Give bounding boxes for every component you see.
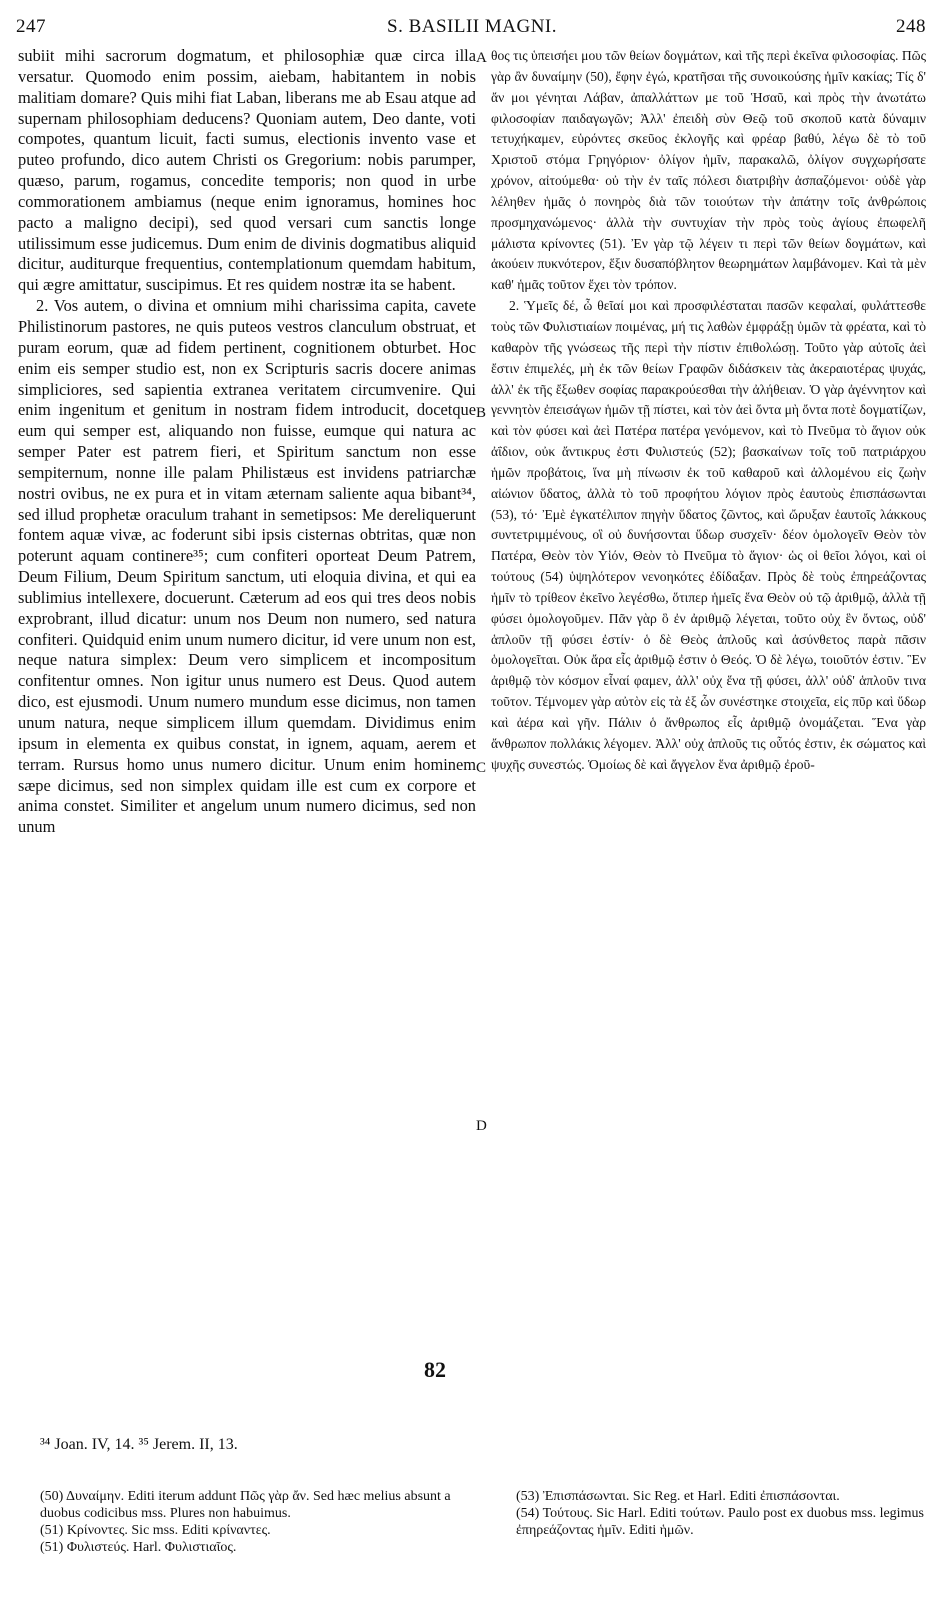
running-title: S. BASILII MAGNI. (387, 16, 557, 37)
note-51b: (51) Φυλιστεύς. Harl. Φυλιστιαῖος. (40, 1540, 237, 1555)
notes-left (40, 1488, 470, 1556)
greek-paragraph-1: θος τις ὑπεισήει μου τῶν θείων δογμάτων, καὶ τῆς περὶ ἐκεῖνα φιλοσοφίας. Πῶς γὰρ ἂν δυναίμην (50), ἔφην ἐγώ, κρατῆσαι τῆς συνοικούσης ἡμῖν κακίας; Τίς δ' ἄν μοι γένηται Λάβαν, ἀπαλλάττων με τοῦ Ἡσαῦ, καὶ πρὸς τὴν ἀνωτάτω φιλοσοφίαν παιδαγωγῶν; Ἀλλ' ἐπειδὴ σὺν Θεῷ τοῦ σκοποῦ κατὰ δύναμιν τετυχήκαμεν, εὑρόντες σκεῦος ἐκλογῆς καὶ φρέαρ βαθύ, λέγω δὲ τὸ τοῦ Χριστοῦ στόμα Γρηγόριον· ὀλίγον ἡμῖν, παρακαλῶ, ὀλίγον συγχωρήσατε χρόνον, αἰτούμεθα· οὐ τὴν ἐν ταῖς πόλεσι διατριβὴν ἀσπαζόμενοι· οὐδὲ γὰρ λέληθεν ἡμᾶς ὁ πονηρὸς διὰ τῶν τοιούτων τὴν ἀπάτην τοῖς ἀνθρώποις προσμηχανώμενος· ἀλλὰ τὴν συντυχίαν τὴν πρὸς τοὺς ἁγίους ἐπωφελῆ μάλιστα κρίνοντες (51). Ἐν γὰρ τῷ λέγειν τι περὶ τῶν θείων δογμάτων, καὶ ἀκούειν πυκνότερον, ἕξιν δυσαπόβλητον θεωρημάτων λαμβάνομεν. Καὶ τὰ μὲν καθ' ἡμᾶς τοῦτον ἔχει τὸν τρόπον. (491, 48, 926, 293)
note-50: (50) Δυναίμην. Editi iterum addunt Πῶς γὰρ ἄν. Sed hæc melius absunt a duobus codicibus mss. Plures non habuimus. (40, 1489, 451, 1521)
scripture-references: ³⁴ Joan. IV, 14. ³⁵ Jerem. II, 13. (40, 1436, 238, 1453)
section-letter-b: B (476, 405, 487, 421)
page-number-left: 247 (16, 16, 46, 37)
note-54: (54) Τούτους. Sic Harl. Editi τούτων. Paulo post ex duobus mss. legimus ἐπηρεάζοντας ἡμῖν. Editi ἡμῶν. (516, 1506, 924, 1538)
page-number-right: 248 (896, 16, 926, 37)
section-letter-a: A (476, 50, 487, 66)
notes-right (516, 1488, 926, 1539)
section-letter-c: C (476, 760, 487, 776)
latin-paragraph-1: subiit mihi sacrorum dogmatum, et philosophiæ quæ circa illa versatur. Quomodo enim possim, aiebam, habitantem in nobis malitiam domare? Quis mihi fiat Laban, liberans me ab Esau atque ad supernam philosophiam deducens? Quoniam autem, Deo dante, voti compotes, quantum licuit, facti sumus, electionis invento vase et puteo profundo, dico autem Christi os Gregorium: nobis parumper, quæso, parum, rogamus, concedite temporis; non quod in urbe commorationem ambiamus (neque enim ignoramus, homines hoc pacto a maligno decipi), sed quod versari cum sanctis longe utilissimum esse judicemus. Dum enim de divinis dogmatibus aliquid dicitur, auditurque frequentius, contemplationum quemdam habitum, qui ægre amittatur, suscipimus. Et res quidem nostræ ita se habent. (18, 46, 476, 295)
note-51a: (51) Κρίνοντες. Sic mss. Editi κρίναντες. (40, 1523, 271, 1538)
greek-paragraph-2: 2. Ὑμεῖς δέ, ὦ θεῖαί μοι καὶ προσφιλέσταται πασῶν κεφαλαί, φυλάττεσθε τοὺς τῶν Φυλιστιαίων ποιμένας, μή τις λαθὼν ἐμφράξῃ ὑμῶν τὰ φρέατα, καὶ τὸ καθαρὸν τῆς γνώσεως τῆς περὶ τὴν πίστιν ἐπιθολώσῃ. Τοῦτο γὰρ αὐτοῖς ἀεὶ ἔστιν ἐπιμελές, μὴ ἐκ τῶν θείων Γραφῶν διδάσκειν τὰς ἀκεραιοτέρας ψυχάς, ἀλλ' ἐκ τῆς ἔξωθεν σοφίας παρακρούεσθαι τὴν ἀλήθειαν. Ὁ γὰρ ἀγέννητον καὶ γεννητὸν ἐπεισάγων ἡμῶν τῇ πίστει, καὶ τὸν ἀεὶ ὄντα μὴ ὄντα ποτὲ δογματίζων, καὶ τὸν φύσει καὶ ἀεὶ Πατέρα πατέρα γενόμενον, καὶ τὸ Πνεῦμα τὸ ἅγιον οὐκ ἀΐδιον, οὐκ ἄντικρυς ἐστι Φυλιστεύς (52); βασκαίνων τοῖς τοῦ πατριάρχου ἡμῶν προβάτοις, ἵνα μὴ πίνωσιν ἐκ τοῦ καθαροῦ καὶ ἀλλομένου εἰς ζωὴν αἰώνιον ὕδατος, ἀλλὰ τὸ τοῦ προφήτου λόγιον πρὸς ἑαυτοὺς ἐπισπάσωνται (53), τό· Ἐμὲ ἐγκατέλιπον πηγὴν ὕδατος ζῶντος, καὶ ὤρυξαν ἑαυτοῖς λάκκους συντετριμμένους, οἳ οὐ δυνήσονται ὕδωρ συσχεῖν· δέον ὁμολογεῖν Θεὸν τὸν Πατέρα, Θεὸν τὸν Υἱόν, Θεὸν τὸ Πνεῦμα τὸ ἅγιον· ὡς οἱ θεῖοι λόγοι, καὶ οἱ τούτους (54) ὑψηλότερον νενοηκότες ἐδίδαξαν. Πρὸς δὲ τοὺς ἐπηρεάζοντας ἡμῖν τὸ τρίθεον ἐκεῖνο λεγέσθω, ὅτιπερ ἡμεῖς ἕνα Θεὸν οὐ τῷ ἀριθμῷ, ἀλλὰ τῇ φύσει ὁμολογοῦμεν. Πᾶν γὰρ ὃ ἐν ἀριθμῷ λέγεται, τοῦτο οὐχ ἓν ὄντως, οὐδ' ἁπλοῦν τῇ φύσει ἐστίν· ὁ δὲ Θεὸς ἁπλοῦς καὶ ἀσύνθετος παρὰ πᾶσιν ὁμολογεῖται. Οὐκ ἄρα εἷς ἀριθμῷ ἐστιν ὁ Θεός. Ὁ δὲ λέγω, τοιοῦτόν ἐστιν. Ἓν ἀριθμῷ τὸν κόσμον εἶναί φαμεν, ἀλλ' οὐχ ἕνα τῇ φύσει, ἀλλ' οὐδ' ἁπλοῦν τινα τοῦτον. Τέμνομεν γὰρ αὐτὸν εἰς τὰ ἐξ ὧν συνέστηκε στοιχεῖα, εἰς πῦρ καὶ ὕδωρ καὶ ἀέρα καὶ γῆν. Πάλιν ὁ ἄνθρωπος εἷς ἀριθμῷ ὀνομάζεται. Ἕνα γὰρ ἄνθρωπον πολλάκις λέγομεν. Ἀλλ' οὐχ ἁπλοῦς τις οὗτός ἐστιν, ἐκ σώματος καὶ ψυχῆς συνεστώς. Ὁμοίως δὲ καὶ ἄγγελον ἕνα ἀριθμῷ ἐροῦ- (491, 298, 926, 772)
note-53: (53) Ἐπισπάσωνται. Sic Reg. et Harl. Editi ἐπισπάσονται. (516, 1489, 840, 1504)
latin-column (18, 46, 476, 838)
latin-paragraph-2: 2. Vos autem, o divina et omnium mihi charissima capita, cavete Philistinorum pastores, ne quis puteos vestros clanculum obstruat, et puram eorum, quæ ad fidem pertinent, cognitionem obturbet. Hoc enim eis semper studio est, non ex Scripturis sacris docere animas simpliciores, sed sapientia extranea veritatem circumvenire. Qui enim ingenitum et genitum in nostram fidem introducit, docetque eum qui semper est, aliquando non fuisse, eumque qui natura ac semper Pater est patrem fieri, et Spiritum sanctum non esse sempiternum, nonne ille palam Philistæus est invidens patriarchæ nostri ovibus, ne ex pura et in vitam æternam saliente aqua bibant³⁴, sed illud prophetæ oraculum trahant in semetipsos: Me dereliquerunt fontem aquæ vivæ, ac foderunt sibi ipsis cisternas obtritas, quæ non poterunt aquam continere³⁵; cum confiteri oporteat Deum Patrem, Deum Filium, Deum Spiritum sanctum, uti eloquia divina, et qui ea sublimius intellexere, docuerunt. Cæterum ad eos qui tres deos nobis exprobrant, illud dicatur: unum nos Deum non numero, sed natura confiteri. Quidquid enim unum numero dicitur, id vere unum non est, neque natura simplex: Deum vero simplicem et incompositum confitentur omnes. Non igitur unus numero est Deus. Quod autem dico, est ejusmodi. Unum numero mundum esse dicimus, non tamen unum natura, neque simplicem illum quemdam. Dividimus enim ipsum in elementa ex quibus constat, in ignem, aquam, aerem et terram. Rursus homo unus numero dicitur. Unum enim hominem sæpe dicimus, sed non simplex quidam ille est cum ex corpore et anima constet. Similiter et angelum unum numero dicimus, sed non unum (18, 296, 476, 837)
section-letter-d: D (476, 1118, 487, 1134)
greek-column (491, 46, 926, 776)
column-marker: 82 (424, 1357, 446, 1382)
